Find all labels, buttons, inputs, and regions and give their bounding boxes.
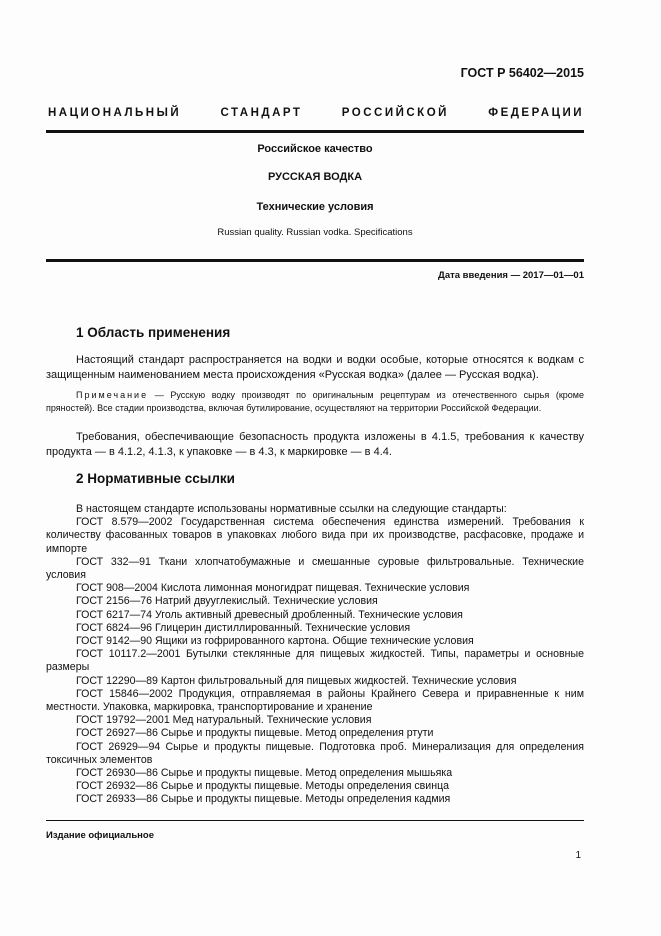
normative-references-list [46, 503, 584, 807]
top-divider [46, 130, 584, 133]
reference-item: ГОСТ 26929—94 Сырье и продукты пищевые. Подготовка проб. Минерализация для определения токсичных элементов [46, 740, 584, 766]
reference-item: ГОСТ 26932—86 Сырье и продукты пищевые. Методы определения свинца [76, 780, 450, 793]
reference-item: ГОСТ 8.579—2002 Государственная система обеспечения единства измерений. Требования к количеству фасованных товаров в упаковках любого вида при их производстве, расфасовке, продаже и импорте [46, 516, 584, 555]
reference-item: ГОСТ 15846—2002 Продукция, отправляемая в районы Крайнего Севера и приравненные к ним местности. Упаковка, маркировка, транспортирование и хранение [46, 687, 584, 714]
document-subtitle: Российское качество [257, 143, 373, 155]
reference-item: ГОСТ 908—2004 Кислота лимонная моногидрат пищевая. Технические условия [76, 582, 470, 595]
reference-item: ГОСТ 6824—96 Глицерин дистиллированный. Технические условия [76, 621, 411, 634]
document-title: РУССКАЯ ВОДКА [267, 171, 363, 183]
reference-item: ГОСТ 26933—86 Сырье и продукты пищевые. Методы определения кадмия [76, 793, 451, 806]
section-1-paragraph-2 [46, 430, 584, 460]
edition-label: Издание официальное [46, 830, 154, 841]
document-code: ГОСТ Р 56402—2015 [460, 66, 584, 80]
reference-item: ГОСТ 9142—90 Ящики из гофрированного картона. Общие технические условия [76, 635, 474, 648]
reference-item: ГОСТ 10117.2—2001 Бутылки стеклянные для пищевых жидкостей. Типы, параметры и основные размеры [46, 648, 584, 674]
note-label: Примечание [76, 390, 149, 400]
reference-item: ГОСТ 26927—86 Сырье и продукты пищевые. Метод определения ртути [76, 727, 434, 740]
document-spec: Технические условия [256, 201, 374, 213]
title-divider [46, 259, 584, 262]
section-1-paragraph-1 [46, 353, 584, 383]
section-1-paragraph-1-text: Настоящий стандарт распространяется на водки и водки особые, которые относятся к водкам с защищенным наименованием места происхождения «Русская водка» (далее — Русская водка). [46, 354, 584, 381]
reference-item: ГОСТ 332—91 Ткани хлопчатобумажные и смешанные суровые фильтровальные. Технические условия [46, 555, 584, 582]
page-number: 1 [575, 850, 581, 861]
reference-item: ГОСТ 6217—74 Уголь активный древесный дробленный. Технические условия [76, 608, 463, 621]
english-title: Russian quality. Russian vodka. Specifications [217, 227, 413, 238]
footer-divider [46, 820, 584, 821]
reference-item: ГОСТ 12290—89 Картон фильтровальный для пищевых жидкостей. Технические условия [76, 674, 517, 687]
note-text: — Русскую водку производят по оригинальным рецептурам из отечественного сырья (кроме пряностей). Все стадии производства, включая бутилирование, осуществляют на территории Российской Федерации. [46, 390, 584, 413]
section-2-heading: 2 Нормативные ссылки [76, 471, 235, 486]
references-intro: В настоящем стандарте использованы нормативные ссылки на следующие стандарты: [76, 503, 507, 515]
introduction-date: Дата введения — 2017—01—01 [438, 270, 584, 281]
reference-item: ГОСТ 26930—86 Сырье и продукты пищевые. Метод определения мышьяка [76, 767, 453, 780]
reference-item: ГОСТ 19792—2001 Мед натуральный. Технические условия [76, 714, 372, 727]
section-1-heading: 1 Область применения [76, 325, 231, 340]
section-1-note [46, 389, 584, 415]
section-1-paragraph-2-text: Требования, обеспечивающие безопасность продукта изложены в 4.1.5, требования к качеству продукта — в 4.1.2, 4.1.3, к упаковке — в 4.3, к маркировке — в 4.4. [46, 431, 584, 458]
reference-item: ГОСТ 2156—76 Натрий двууглекислый. Технические условия [76, 595, 378, 608]
national-standard-heading: НАЦИОНАЛЬНЫЙ СТАНДАРТ РОССИЙСКОЙ ФЕДЕРАЦИИ [48, 107, 584, 119]
